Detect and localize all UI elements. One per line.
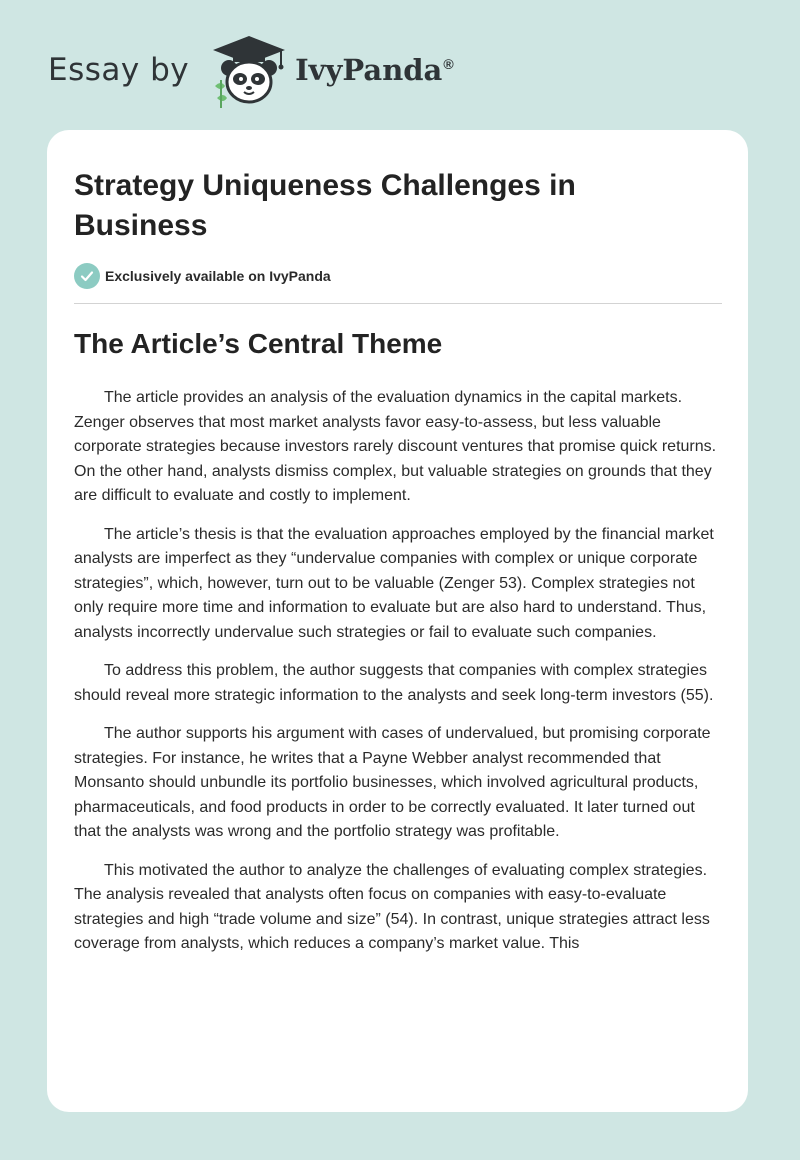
- brand-name-text: IvyPanda: [295, 53, 443, 87]
- essay-card: [47, 130, 748, 1112]
- paragraph: This motivated the author to analyze the challenges of evaluating complex strategies. The analysis revealed that analysts often focus on companies with easy-to-evaluate strategies and high “trade volume and size” (54). In contrast, unique strategies attract less coverage from analysts, which reduces a company’s market value. This: [74, 861, 710, 952]
- site-header: [48, 28, 454, 112]
- check-circle-icon: [74, 263, 100, 289]
- paragraph: The article provides an analysis of the evaluation dynamics in the capital markets. Zenger observes that most market analysts favor easy-to-assess, but less valuable corporate strategies because investors rarely discount ventures that promise quick returns. On the other hand, analysts dismiss complex, but valuable strategies on grounds that they are difficult to evaluate and costly to implement.: [74, 389, 717, 504]
- divider: [74, 303, 722, 304]
- section-heading: The Article’s Central Theme: [74, 328, 443, 359]
- registered-mark: ®: [443, 56, 454, 73]
- essay-body: [74, 386, 722, 971]
- exclusive-badge: [74, 263, 331, 289]
- page-title: Strategy Uniqueness Challenges in Business: [74, 169, 576, 242]
- paragraph: To address this problem, the author suggests that companies with complex strategies should reveal more strategic information to the analysts and seek long-term investors (55).: [74, 662, 714, 704]
- panda-graduate-icon[interactable]: [207, 28, 291, 112]
- brand-prefix: Essay by: [48, 52, 190, 88]
- exclusive-label: Exclusively available on IvyPanda: [105, 268, 331, 284]
- paragraph: The article’s thesis is that the evaluation approaches employed by the financial market analysts are imperfect as they “undervalue companies with complex or unique corporate strategies”, which, however, turn out to be valuable (Zenger 53). Complex strategies not only require more time and information to evaluate but are also hard to understand. Thus, analysts incorrectly undervalue such strategies or fail to evaluate such companies.: [74, 525, 714, 641]
- brand-name[interactable]: [295, 53, 454, 87]
- paragraph: The author supports his argument with cases of undervalued, but promising corporate strategies. For instance, he writes that a Payne Webber analyst recommended that Monsanto should unbundle its portfolio businesses, which involved agricultural products, pharmaceuticals, and food products in order to be correctly evaluated. It later turned out that the analysts was wrong and the portfolio strategy was profitable.: [74, 725, 711, 840]
